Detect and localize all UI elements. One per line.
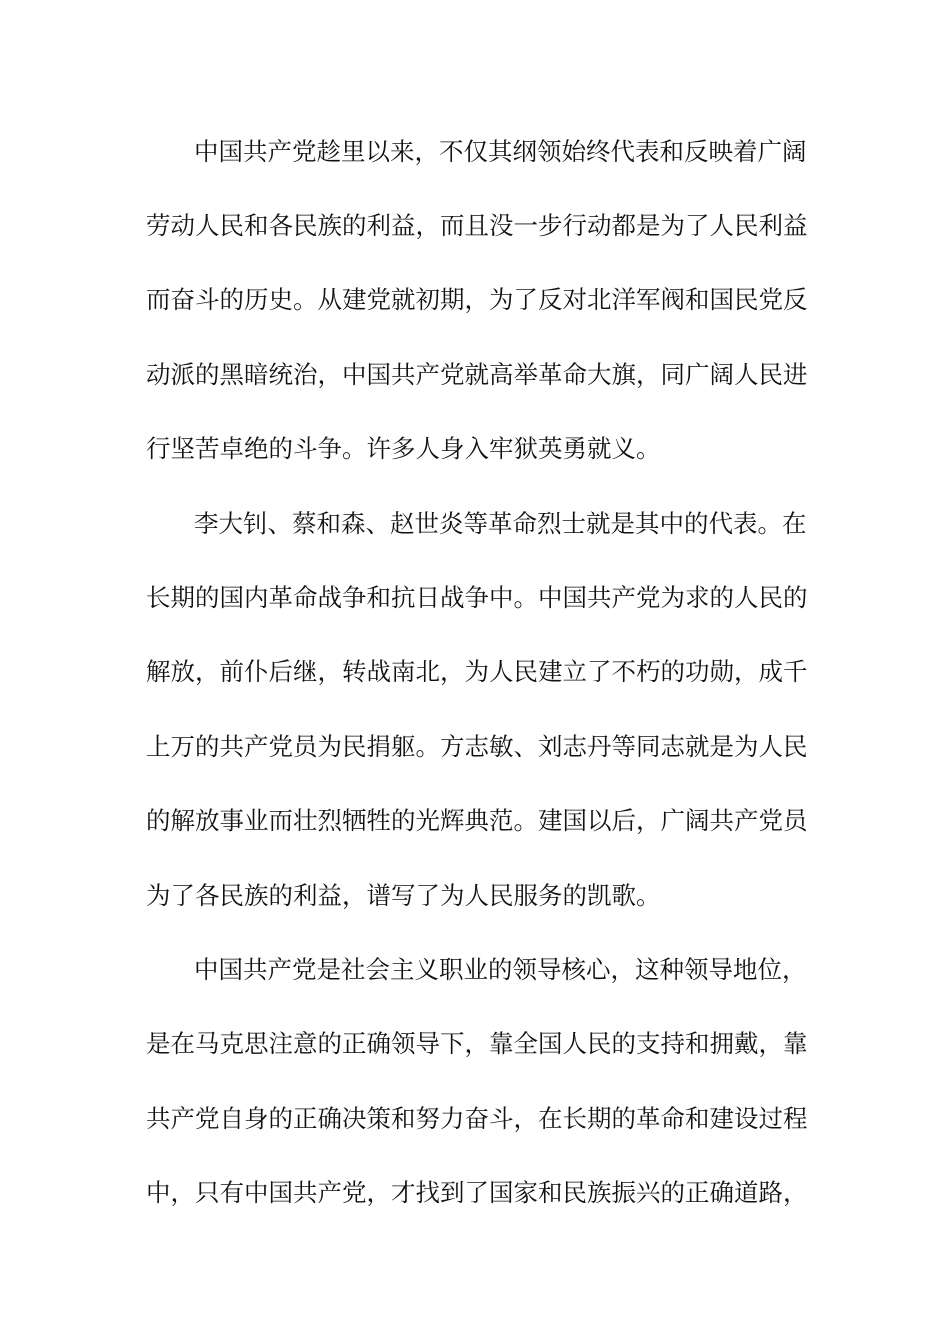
text-line: 劳动人民和各民族的利益，而且没一步行动都是为了人民利益 xyxy=(146,211,808,240)
text-line: 为了各民族的利益，谱写了为人民服务的凯歌。 xyxy=(146,881,661,910)
text-line: 行坚苦卓绝的斗争。许多人身入牢狱英勇就义。 xyxy=(146,434,661,463)
text-line: 解放，前仆后继，转战南北，为人民建立了不朽的功勋，成千 xyxy=(146,657,808,686)
text-line: 上万的共产党员为民捐躯。方志敏、刘志丹等同志就是为人民 xyxy=(146,732,808,761)
text-line: 中，只有中国共产党，才找到了国家和民族振兴的正确道路， xyxy=(146,1178,808,1207)
text-line: 中国共产党趁里以来，不仅其纲领始终代表和反映着广阔 xyxy=(194,137,807,166)
text-line: 是在马克思注意的正确领导下，靠全国人民的支持和拥戴，靠 xyxy=(146,1029,808,1058)
text-line: 的解放事业而壮烈牺牲的光辉典范。建国以后，广阔共产党员 xyxy=(146,806,808,835)
text-line: 中国共产党是社会主义职业的领导核心，这种领导地位， xyxy=(194,955,807,984)
text-line: 共产党自身的正确决策和努力奋斗，在长期的革命和建设过程 xyxy=(146,1104,808,1133)
text-line: 而奋斗的历史。从建党就初期，为了反对北洋军阀和国民党反 xyxy=(146,285,808,314)
text-line: 长期的国内革命战争和抗日战争中。中国共产党为求的人民的 xyxy=(146,583,808,612)
text-line: 李大钊、蔡和森、赵世炎等革命烈士就是其中的代表。在 xyxy=(194,509,807,538)
text-line: 动派的黑暗统治，中国共产党就高举革命大旗，同广阔人民进 xyxy=(146,360,808,389)
